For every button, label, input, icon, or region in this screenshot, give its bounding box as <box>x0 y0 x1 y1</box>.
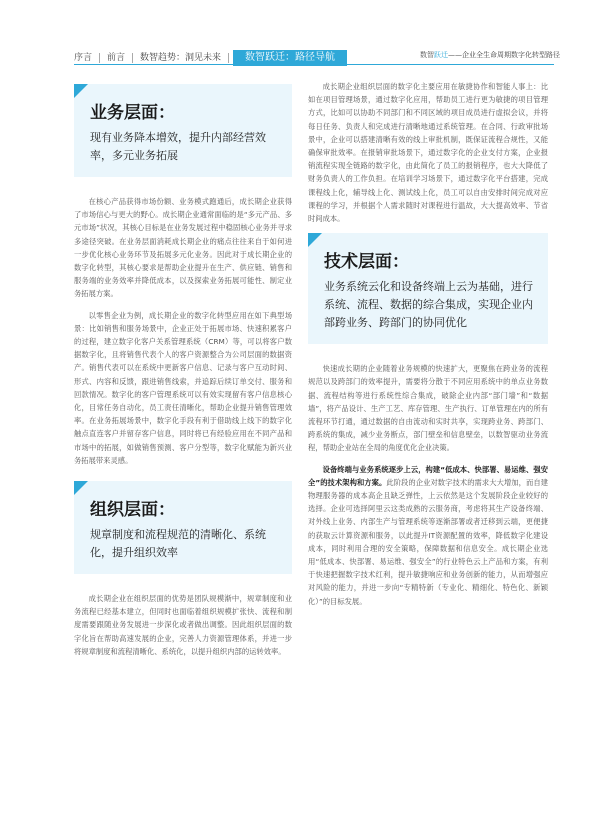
left-column <box>74 84 292 666</box>
technology-paragraph-rest: 此阶段的企业对数字技术的需求大大增加，而自建物理服务器的成本高企且缺乏弹性，上云依然是这个发展阶段企业较好的选择。企业可选择阿里云这类成熟的云服务商，考虑将其生产设备终端、对外线上业务、内部生产与管理系统等逐渐部署或者迁移到云端，更便捷的获取云计算资源和服务，以此提升IT资源配置的效率，降低数字化建设成本，同时利用合理的安全策略，保障数据和信息安全。成长期企业选用“低成本、快部署、易运维、强安全”的行业特色云上产品和方案，有利于快速把握数字技术红利，提升敏捷响应和业务创新的能力，从而增强应对风险的能力，并进一步向“专精特新（专业化、精细化、特色化、新颖化）”的目标发展。 <box>308 477 549 606</box>
right-column <box>308 80 548 616</box>
technology-paragraph-1: 快速成长期的企业随着业务规模的快速扩大，更聚焦在跨业务的流程规范以及跨部门的效率提升，需要将分散于不同应用系统中的单点业务数据、流程结构等进行系统性综合集成，破除企业内部“部门墙”和“数据墙”，将产品设计、生产工艺、库存管理、生产执行、订单管理在内的所有流程环节打通，通过数据的自由流动和实时共享，实现跨业务、跨部门、跨系统的集成，减少业务断点，部门壁垒和信息壁垒，以数智驱动业务流程，帮助企业站在全局的角度优化企业决策。 <box>308 364 548 453</box>
business-callout-text: 现有业务降本增效，提升内部经营效率，多元业务拓展 <box>90 131 266 162</box>
business-paragraph-1: 在核心产品获得市场份额、业务模式跑通后，成长期企业获得了市场信心与更大的野心。成长期企业通常面临的是“多元产品、多元市场”状况，其核心目标是在业务发展过程中稳固核心业务并寻求多途径突破。在业务层面消耗成长期企业的痛点往往来自于如何进一步优化核心业务环节及拓展多元化业务。因此对于成长期企业的数字化转型，其核心要求是帮助企业提升在生产、供应链、销售和服务端的业务效率并降低成本，以及探索业务拓展可能性、制定业务拓展方案。 <box>74 197 292 299</box>
running-title <box>420 50 560 60</box>
business-callout-title: 业务层面： <box>90 103 175 123</box>
technology-callout-text: 业务系统云化和设备终端上云为基础，进行系统、流程、数据的综合集成，实现企业内部跨业务、跨部门的协同优化 <box>324 280 533 330</box>
running-title-suffix: ——企业全生命周期数字化转型路径 <box>448 51 560 59</box>
organization-callout-title: 组织层面： <box>90 500 175 521</box>
technology-paragraph-lead: 设备终端与业务系统逐步上云，构建“低成本、快部署、易运维、强安全”的技术架构和方案。 <box>308 464 548 487</box>
running-title-accent: 跃迁 <box>434 51 448 59</box>
nav-trends[interactable]: 数智趋势：洞见未来 <box>133 53 229 63</box>
organization-callout-text: 规章制度和流程规范的清晰化、系统化，提升组织效率 <box>90 528 266 560</box>
business-callout <box>74 84 292 177</box>
running-title-prefix: 数智 <box>420 51 434 59</box>
page-header <box>0 0 600 62</box>
business-paragraph-2: 以零售企业为例，成长期企业的数字化转型应用在如下典型场景：比如销售和服务场景中，企业正处于拓展市场、快速积累客户的过程，建立数字化客户关系管理系统（CRM）等，可以将客户数据数字化，且将销售代表个人的客户资源整合为公司层面的数据资产。销售代表可以在系统中更新客户信息、记录与客户互动时间、形式、内容和反馈，跟进销售线索，并追踪后续订单交付、服务和回款情况。数字化的客户管理系统可以有效实现留有客户信息核心化，目常任务自动化，员工责任清晰化，帮助企业提升销售管理效率。在业务拓展场景中，数字化手段有利于借助线上线下的数字化触点直连客户并留存客户信息，同时将已有经验应用在不同产品和市场中的拓展，如做销售预测、客户分型等，数字化赋能为新兴业务拓展带来灵感。 <box>74 310 292 465</box>
nav-preface[interactable]: 序言 <box>74 53 100 63</box>
technology-callout <box>308 233 548 344</box>
technology-paragraph-2 <box>308 463 548 608</box>
technology-callout-title: 技术层面： <box>324 252 409 273</box>
organization-paragraph-1: 成长期企业在组织层面的优势是团队规模渐中，规章制度和业务流程已经基本建立，但同时也面临着组织规模扩张快、流程和制度需要跟随业务发展进一步深化或者做出调整。因此组织层面的数字化旨在帮助高速发展的企业，完善人力资源管理体系，并进一步将规章制度和流程清晰化、系统化，以提升组织内部的运转效率。 <box>74 594 292 656</box>
nav-foreword[interactable]: 前言 <box>100 53 133 63</box>
organization-paragraph-2: 成长期企业组织层面的数字化主要应用在敏捷协作和智能人事上：比如在项目管理场景，通过数字化应用，帮助员工进行更为敏捷的项目管理方式，比如可以协助不同部门和不同区域的项目成员进行虚拟会议，并将每日任务、负责人和完成进行清晰地通过系统管理。在合同、行政审批场景中，企业可以搭建清晰有效的线上审批机制，既保证流程合规性，又能确保审批效率。在报销审批场景下，通过数字化的企业支付方案，企业报销流程实现全链路的数字化，由此简化了员工的报销程序，也大大降低了财务负责人的工作负担。在培训学习场景下，通过数字化平台搭建，完成课程线上化，辅导线上化、测试线上化，员工可以自由安排时间完成对应课程的学习，并根据个人需求随时对课程进行温故，大大提高效率、节省时间成本。 <box>308 82 548 224</box>
header-divider <box>74 64 554 65</box>
organization-callout <box>74 481 292 574</box>
nav-active-tab[interactable]: 数智跃迁：路径导航 <box>233 50 347 66</box>
